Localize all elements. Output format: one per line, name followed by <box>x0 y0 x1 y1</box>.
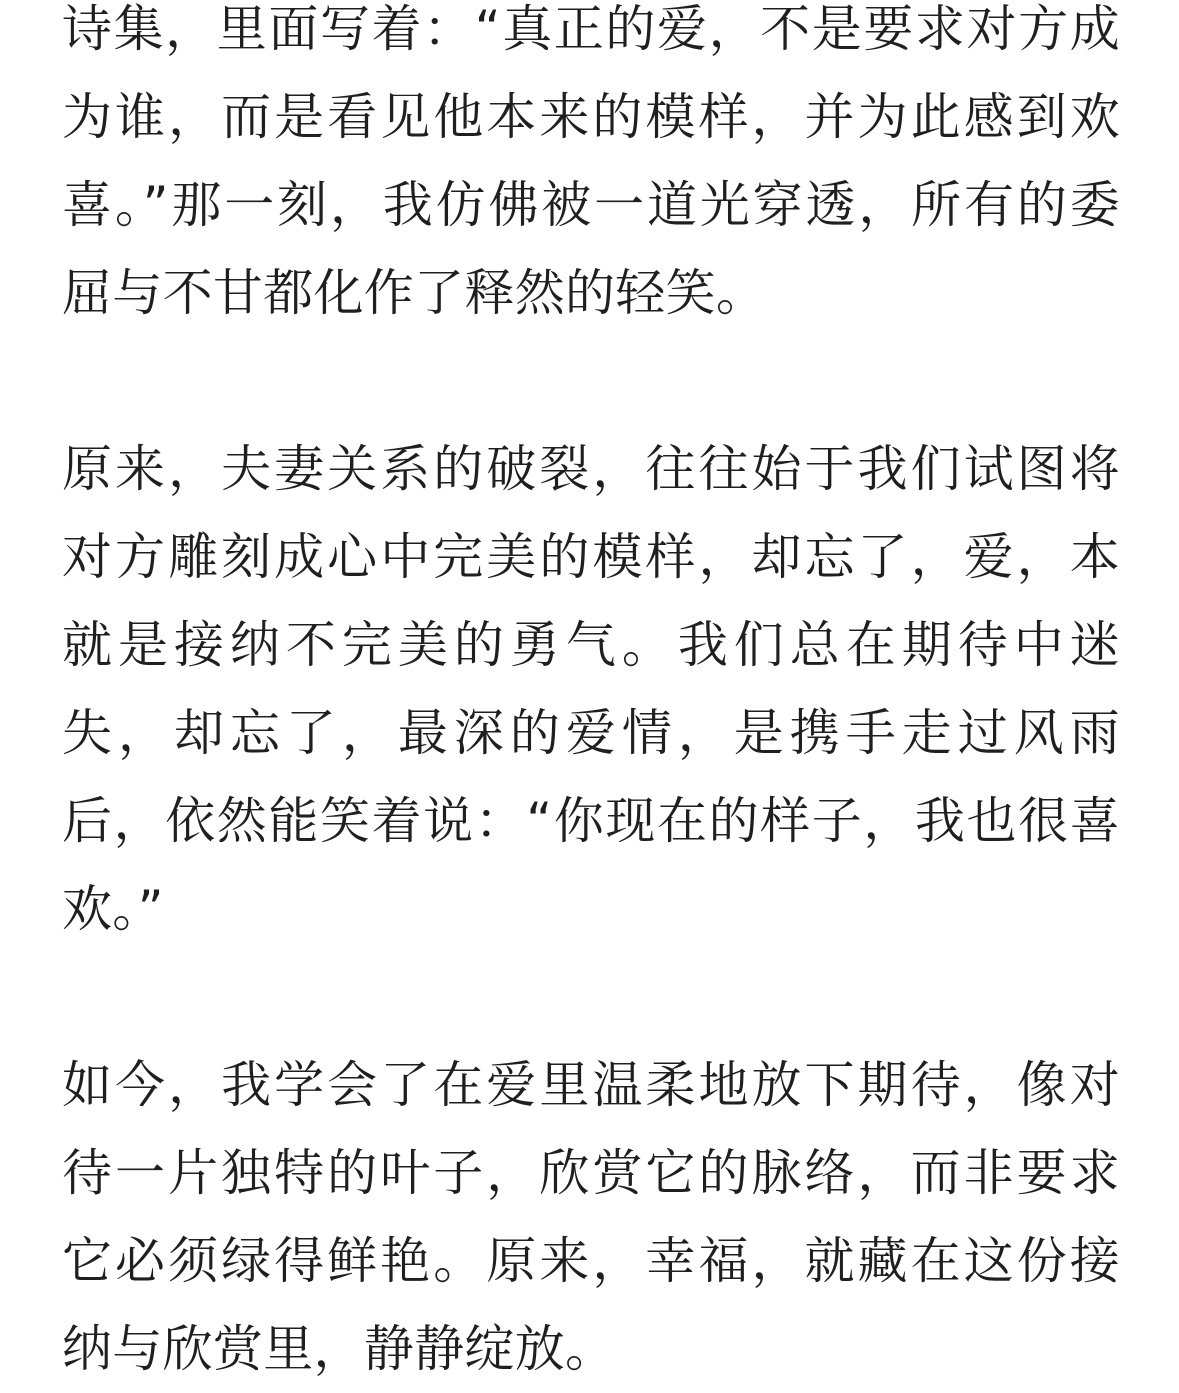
text-line: 失，却忘了，最深的爱情，是携手走过风雨 <box>62 704 1120 762</box>
paragraph-1 <box>62 0 1120 337</box>
text-line: 为谁，而是看见他本来的模样，并为此感到欢 <box>62 88 1120 146</box>
paragraph-3 <box>62 1041 1120 1393</box>
text-line: 就是接纳不完美的勇气。我们总在期待中迷 <box>62 616 1120 674</box>
text-line: 喜。”那一刻，我仿佛被一道光穿透，所有的委 <box>62 176 1120 234</box>
text-line: 如今，我学会了在爱里温柔地放下期待，像对 <box>62 1056 1120 1114</box>
text-line: 诗集，里面写着：“真正的爱，不是要求对方成 <box>62 0 1120 58</box>
text-line: 原来，夫妻关系的破裂，往往始于我们试图将 <box>62 440 1120 498</box>
text-line: 它必须绿得鲜艳。原来，幸福，就藏在这份接 <box>62 1232 1120 1290</box>
text-line: 待一片独特的叶子，欣赏它的脉络，而非要求 <box>62 1144 1120 1202</box>
text-line: 后，依然能笑着说：“你现在的样子，我也很喜 <box>62 792 1120 850</box>
text-line: 欢。” <box>62 880 164 938</box>
article-body <box>62 0 1120 1393</box>
paragraph-2 <box>62 425 1120 953</box>
text-line: 对方雕刻成心中完美的模样，却忘了，爱，本 <box>62 528 1120 586</box>
text-line: 屈与不甘都化作了释然的轻笑。 <box>62 264 767 322</box>
text-line: 纳与欣赏里，静静绽放。 <box>62 1320 616 1378</box>
